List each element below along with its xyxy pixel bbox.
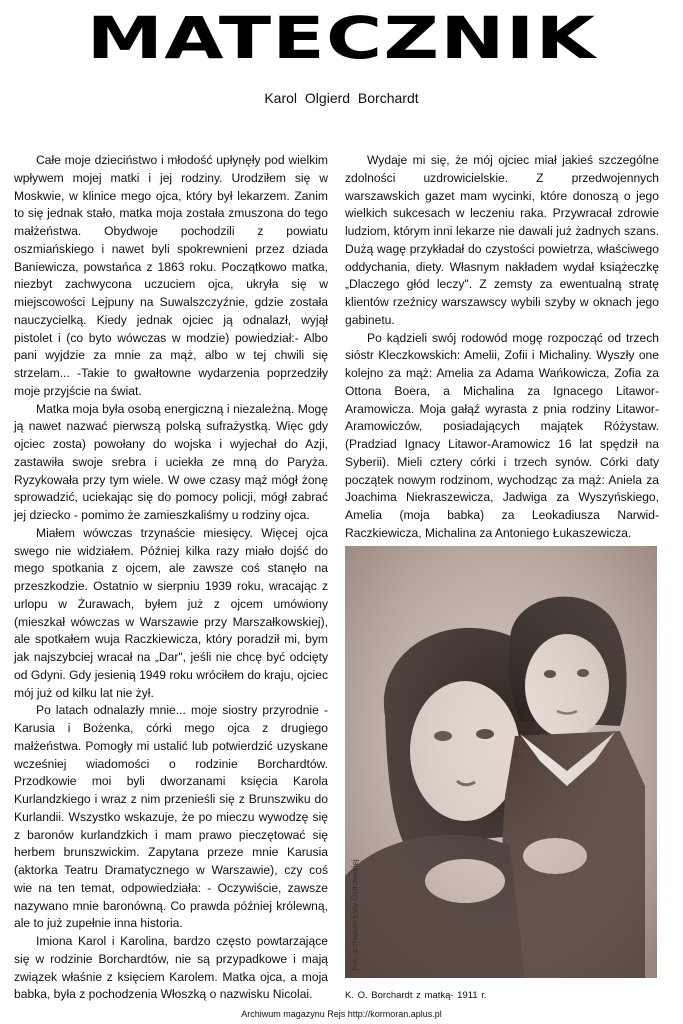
photo-credit: Fot. archiwum Ewy Ostrowskiej	[350, 859, 360, 971]
author-name: Karol Olgierd Borchardt	[264, 90, 419, 106]
photo-illustration	[345, 546, 657, 978]
magazine-title: MATECZNIK	[86, 4, 597, 72]
photo-caption: K. O. Borchardt z matką- 1911 r.	[345, 990, 487, 1001]
footer-archive-note: Archiwum magazynu Rejs http://kormoran.aplus.pl	[241, 1009, 442, 1019]
article-column-left	[14, 152, 328, 1004]
article-paragraph: Imiona Karol i Karolina, bardzo często powtarzające się w rodzinie Borchardtów, nie są przypadkowe i mają związek właśnie z księciem Karolem. Matka ojca, a moja babka, była z pochodzenia Włoszką o nazwisku Nicolai.	[14, 934, 328, 1002]
article-paragraph: Całe moje dzieciństwo i młodość upłynęły pod wielkim wpływem mojej matki i jej rodziny. Urodziłem się w Moskwie, w klinice mego ojca, który był lekarzem. Zanim to się jednak stało, matka moja została zmuszona do tego małżeństwa. Obydwoje pochodzili z powiatu oszmiańskiego i nawet byli spokrewnieni przez dziada Baniewicza, powstańca z 1863 roku. Początkowo matka, niezbyt zachwycona uczuciem ojca, ukryła się w miejscowości Lejpuny na Suwalszczyźnie, gdzie została nauczycielką. Kiedy jednak ojciec ją odnalazł, wyjął pistolet i (co byto wówczas w modzie) powiedział:- Albo pani wyjdzie za mnie za mąż, albo w tej chwili się strzelam... -Takie to gwałtowne wydarzenia poprzedziły moje przyjście na świat.	[14, 153, 328, 398]
article-column-right	[345, 152, 659, 543]
article-paragraph: Miałem wówczas trzynaście miesięcy. Więcej ojca swego nie widziałem. Później kilka razy miało dojść do mego spotkania z ojcem, ale zawsze coś stanęło na przeszkodzie. Ostatnio w sierpniu 1939 roku, wracając z urlopu w Żurawach, byłem już z ojcem umówiony (mieszkał wówczas w Warszawie przy Marszałkowskiej), ale spotkałem wuja Raczkiewicza, który poradził mi, bym jak najszybciej wracał na „Dar", jeśli nie chcę być odcięty od Gdyni. Gdy jesienią 1949 roku wróciłem do kraju, ojciec mój już od kilku lat nie żył.	[14, 525, 328, 700]
article-paragraph: Matka moja była osobą energiczną i niezależną. Mogę ją nawet nazwać pierwszą polską sufrażystką. Więc gdy ojciec zosta) powołany do wojska i wyjechał do Azji, zastawiła swoje srebra i uciekła ze mną do Paryża. Ryzykowała przy tym wiele. W owe czasy mąż mógł żonę sprowadzić, uciekając się do pomocy policji, mógł zabrać jej dziecko - pomimo że zamieszkaliśmy u rodziny ojca.	[14, 401, 328, 522]
family-photo	[345, 546, 657, 978]
article-paragraph: Po latach odnalazły mnie... moje siostry przyrodnie - Karusia i Bożenka, córki mego ojca z drugiego małżeństwa. Pomogły mi ustalić lub potwierdzić uzyskane wcześniej wiadomości o rodzinie Borchardtów. Przodkowie moi byli dworzanami księcia Karola Kurlandzkiego i wraz z nim przenieśli się z Brunszwiku do Kurlandii. Wszystko wskazuje, że po mieczu wywodzę się z baronów kurlandzkich i mam prawo pieczętować się herbem brunszwickim. Zapytana przeze mnie Karusia (aktorka Teatru Dramatycznego w Warszawie), czy coś wie na ten temat, odpowiedziała: - Oczywiście, zawsze nazywano mnie baronówną. Co prawda później królewną, ale to już zupełnie inna historia.	[14, 703, 328, 931]
article-paragraph: Wydaje mi się, że mój ojciec miał jakieś szczególne zdolności uzdrowicielskie. Z przedwojennych warszawskich gazet mam wycinki, które donoszą o jego wielkich sukcesach w leczeniu raka. Przywracał zdrowie ludziom, którym inni lekarze nie dawali już żadnych szans. Dużą wagę przykładał do czystości powietrza, właściwego oddychania, diety. Własnym nakładem wydał książeczkę „Dlaczego głód leczy". Z zemsty za ewentualną stratę klientów rzeźnicy warszawscy wybili szyby w oknach jego gabinetu.	[345, 153, 659, 327]
article-paragraph: Po kądzieli swój rodowód mogę rozpocząć od trzech sióstr Kleczkowskich: Amelii, Zofii i Michaliny. Wyszły one kolejno za mąż: Amelia za Adama Wańkowicza, Zofia za Ottona Boera, a Michalina za Ignacego Litawor-Aramowicza. Moja gałąź wyrasta z pnia rodziny Litawor-Aramowiczów, posiadających majątek Różystaw. (Pradziad Ignacy Litawor-Aramowicz 16 lat spędził na Syberii). Mieli cztery córki i trzech synów. Córki daty początek nowym rodzinom, wychodząc za mąż: Aniela za Joachima Niekraszewicza, Jadwiga za Wyszyńskiego, Amelia (moja babka) za Leokadiusza Narwid-Raczkiewicza, Michalina za Antoniego Łukaszewicza.	[345, 330, 659, 540]
